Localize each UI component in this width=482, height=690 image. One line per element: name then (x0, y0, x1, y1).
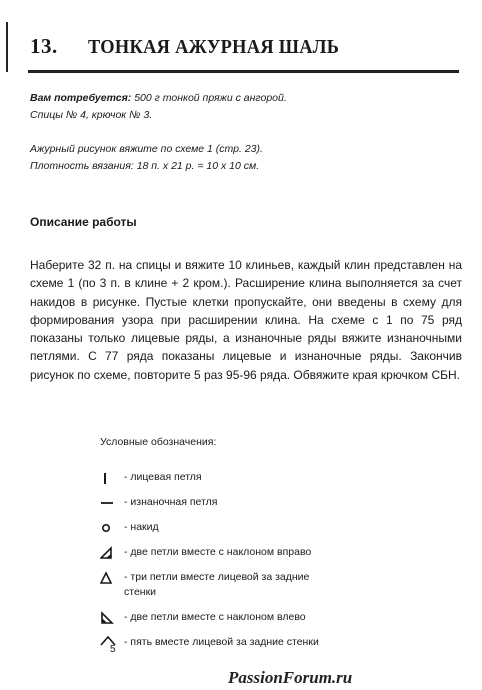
knit-stitch-icon (100, 470, 124, 485)
legend-item-k2tog-right (100, 545, 430, 560)
legend-text: - накид (124, 521, 159, 533)
legend-text: - изнаночная петля (124, 496, 218, 508)
legend-text: - пять вместе лицевой за задние стенки (124, 636, 319, 648)
legend-item-k3tog-tbl (100, 570, 430, 600)
legend-item-knit (100, 470, 430, 485)
k5tog-tbl-icon (100, 635, 124, 653)
chapter-header (30, 34, 361, 66)
header-rule (28, 70, 459, 73)
legend-item-purl (100, 495, 430, 510)
chapter-title: ТОНКАЯ АЖУРНАЯ ШАЛЬ (88, 36, 340, 58)
legend-item-k5tog-tbl (100, 635, 430, 653)
left-margin-rule (6, 22, 8, 72)
legend-text: - две петли вместе с наклоном влево (124, 611, 306, 623)
legend-title: Условные обозначения: (100, 436, 217, 448)
chapter-number: 13. (30, 34, 58, 58)
legend-text: - две петли вместе с наклоном вправо (124, 546, 312, 558)
description-title: Описание работы (30, 215, 137, 229)
k2tog-left-icon (100, 610, 124, 625)
k3tog-tbl-icon (100, 570, 124, 585)
materials-gauge: Плотность вязания: 18 п. х 21 р. = 10 х 10 см. (30, 160, 260, 172)
materials-label: Вам потребуется: (30, 92, 132, 104)
k2tog-right-icon (100, 545, 124, 560)
description-text: Наберите 32 п. на спицы и вяжите 10 клиньев, каждый клин представлен на схеме 1 (по 3 п. в клине + 2 кром.). Расширение клина выполняется за счет накидов в рисунке. Пустые клетки пропускайте, они введены в схему для формирования узора при расширении клина. На схеме с 1 по 75 ряд показаны только лицевые ряды, а изнаночные ряды вяжите изнаночными петлями. С 77 ряда показаны лицевые и изнаночные ряды. Закончив рисунок по схеме, повторите 5 раз 95-96 ряда. Обвяжите края крючком СБН. (30, 258, 462, 382)
purl-stitch-icon (100, 495, 124, 510)
materials-tools: Спицы № 4, крючок № 3. (30, 109, 153, 121)
k5tog-number: 5 (110, 644, 116, 653)
legend-text: - лицевая петля (124, 471, 202, 483)
materials-yarn: 500 г тонкой пряжи с ангорой. (134, 92, 287, 104)
watermark-logo: PassionForum.ru (228, 668, 353, 687)
legend (100, 436, 430, 663)
yarn-over-icon (100, 520, 124, 535)
legend-item-yarn-over (100, 520, 430, 535)
legend-item-k2tog-left (100, 610, 430, 625)
materials-pattern: Ажурный рисунок вяжите по схеме 1 (стр. 23). (30, 143, 263, 155)
legend-text: - три петли вместе лицевой за задние стенки (124, 571, 310, 598)
materials-block (30, 90, 460, 175)
